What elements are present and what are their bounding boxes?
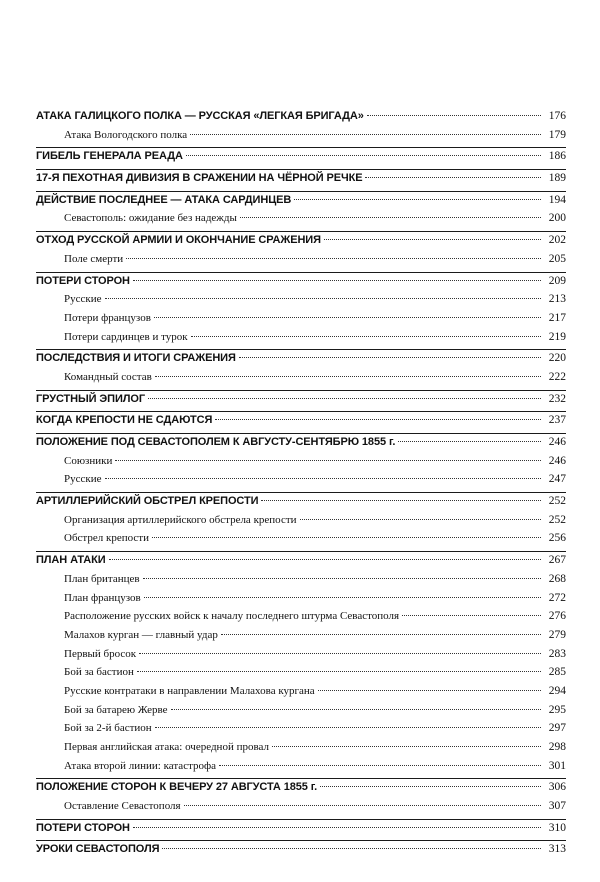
page-number: 176 bbox=[548, 110, 566, 122]
dot-leader bbox=[155, 727, 541, 728]
toc-subentry-title: Оставление Севастополя bbox=[64, 800, 181, 813]
page-number: 186 bbox=[548, 150, 566, 163]
toc-heading bbox=[36, 108, 566, 129]
toc-heading-title: ПОТЕРИ СТОРОН bbox=[36, 274, 130, 287]
toc-heading-title: АРТИЛЛЕРИЙСКИЙ ОБСТРЕЛ КРЕПОСТИ bbox=[36, 495, 259, 508]
page-number: 313 bbox=[548, 843, 566, 856]
dot-leader bbox=[152, 537, 541, 538]
toc-subentry bbox=[36, 371, 566, 390]
dot-leader bbox=[115, 460, 541, 461]
dot-leader bbox=[162, 848, 541, 849]
toc-subentry bbox=[36, 592, 566, 611]
page-number: 246 bbox=[548, 454, 566, 467]
toc-heading-title: ГИБЕЛЬ ГЕНЕРАЛА РЕАДА bbox=[36, 150, 183, 163]
page-number: 222 bbox=[548, 370, 566, 383]
toc-heading-title: ПОЛОЖЕНИЕ ПОД СЕВАСТОПОЛЕМ К АВГУСТУ-СЕНТЯБРЮ 1855 г. bbox=[36, 436, 396, 448]
toc-subentry bbox=[36, 331, 566, 350]
page-number: 256 bbox=[548, 532, 566, 545]
dot-leader bbox=[402, 615, 541, 616]
toc-heading bbox=[36, 232, 566, 253]
toc-subentry bbox=[36, 760, 566, 779]
toc-section bbox=[36, 148, 566, 170]
page-number: 310 bbox=[548, 821, 566, 834]
page-number: 267 bbox=[548, 554, 566, 567]
dot-leader bbox=[191, 336, 541, 337]
dot-leader bbox=[105, 298, 542, 299]
toc-subentry bbox=[36, 800, 566, 819]
dot-leader bbox=[320, 786, 541, 787]
toc-heading-title: ПЛАН АТАКИ bbox=[36, 554, 106, 567]
dot-leader bbox=[139, 653, 541, 654]
toc-subentry-title: Первая английская атака: очередной провал bbox=[64, 741, 269, 753]
toc-section bbox=[36, 192, 566, 232]
toc-section bbox=[36, 391, 566, 413]
dot-leader bbox=[137, 671, 541, 672]
toc-heading-title: 17-Я ПЕХОТНАЯ ДИВИЗИЯ В СРАЖЕНИИ НА ЧЁРНОЙ РЕЧКЕ bbox=[36, 172, 363, 185]
toc-subentry bbox=[36, 722, 566, 741]
toc-subentry-title: Союзники bbox=[64, 454, 113, 467]
toc-heading bbox=[36, 170, 566, 191]
toc-heading bbox=[36, 412, 566, 433]
toc-subentry-title: Первый бросок bbox=[64, 647, 137, 660]
toc-heading-title: ПОТЕРИ СТОРОН bbox=[36, 821, 130, 834]
toc-heading-title: АТАКА ГАЛИЦКОГО ПОЛКА — РУССКАЯ «ЛЕГКАЯ БРИГАДА» bbox=[36, 110, 364, 122]
dot-leader bbox=[318, 690, 541, 691]
toc-heading-title: ДЕЙСТВИЕ ПОСЛЕДНЕЕ — АТАКА САРДИНЦЕВ bbox=[36, 193, 292, 206]
toc-subentry bbox=[36, 532, 566, 551]
dot-leader bbox=[144, 597, 541, 598]
toc-subentry bbox=[36, 648, 566, 667]
page-number: 272 bbox=[548, 591, 566, 604]
toc-subentry-title: План французов bbox=[64, 591, 141, 604]
toc-section bbox=[36, 434, 566, 493]
toc-subentry-title: План британцев bbox=[64, 572, 140, 585]
toc-subentry-title: Русские контратаки в направлении Малахова кургана bbox=[64, 684, 315, 697]
toc-subentry bbox=[36, 253, 566, 272]
dot-leader bbox=[184, 805, 541, 806]
dot-leader bbox=[143, 578, 541, 579]
toc-subentry-title: Организация артиллерийского обстрела крепости bbox=[64, 513, 297, 526]
toc-subentry bbox=[36, 129, 566, 148]
dot-leader bbox=[126, 258, 541, 259]
page-number: 189 bbox=[548, 172, 566, 185]
dot-leader bbox=[221, 634, 541, 635]
toc-subentry-title: Русские bbox=[64, 473, 102, 486]
page-number: 298 bbox=[548, 741, 566, 753]
toc-subentry bbox=[36, 610, 566, 629]
toc-section bbox=[36, 552, 566, 779]
page-number: 295 bbox=[548, 703, 566, 716]
dot-leader bbox=[133, 827, 541, 828]
toc-heading bbox=[36, 192, 566, 213]
page-number: 202 bbox=[548, 234, 566, 247]
toc-subentry-title: Русские bbox=[64, 293, 102, 306]
toc-subentry bbox=[36, 704, 566, 723]
dot-leader bbox=[240, 217, 541, 218]
page-number: 179 bbox=[548, 128, 566, 141]
toc-subentry bbox=[36, 293, 566, 312]
toc-heading bbox=[36, 493, 566, 514]
dot-leader bbox=[300, 519, 541, 520]
dot-leader bbox=[294, 199, 541, 200]
page-number: 307 bbox=[548, 800, 566, 813]
dot-leader bbox=[215, 419, 541, 420]
toc-subentry-title: Обстрел крепости bbox=[64, 532, 149, 545]
toc-subentry-title: Атака второй линии: катастрофа bbox=[64, 759, 217, 772]
toc-subentry-title: Бой за батарею Жерве bbox=[64, 703, 168, 716]
dot-leader bbox=[171, 709, 542, 710]
toc-subentry-title: Бой за бастион bbox=[64, 666, 134, 679]
toc-heading-title: КОГДА КРЕПОСТИ НЕ СДАЮТСЯ bbox=[36, 414, 213, 427]
page-number: 252 bbox=[548, 513, 566, 526]
dot-leader bbox=[367, 115, 541, 116]
toc-section bbox=[36, 232, 566, 272]
dot-leader bbox=[109, 559, 541, 560]
table-of-contents bbox=[36, 108, 566, 862]
page-number: 276 bbox=[548, 610, 566, 623]
dot-leader bbox=[190, 134, 541, 135]
toc-subentry bbox=[36, 573, 566, 592]
toc-heading bbox=[36, 841, 566, 862]
toc-heading-title: ОТХОД РУССКОЙ АРМИИ И ОКОНЧАНИЕ СРАЖЕНИЯ bbox=[36, 234, 321, 247]
dot-leader bbox=[324, 239, 541, 240]
toc-subentry bbox=[36, 666, 566, 685]
page-number: 246 bbox=[548, 436, 566, 448]
toc-section bbox=[36, 779, 566, 819]
toc-heading bbox=[36, 273, 566, 294]
page-number: 268 bbox=[548, 572, 566, 585]
toc-section bbox=[36, 841, 566, 862]
toc-subentry bbox=[36, 455, 566, 474]
dot-leader bbox=[133, 280, 541, 281]
toc-subentry-title: Потери французов bbox=[64, 311, 151, 324]
toc-section bbox=[36, 412, 566, 434]
toc-heading-title: ГРУСТНЫЙ ЭПИЛОГ bbox=[36, 392, 145, 405]
page-number: 205 bbox=[548, 252, 566, 265]
toc-heading bbox=[36, 391, 566, 412]
page-number: 200 bbox=[548, 212, 566, 225]
page-number: 285 bbox=[548, 666, 566, 679]
dot-leader bbox=[154, 317, 541, 318]
toc-subentry bbox=[36, 514, 566, 533]
page-number: 247 bbox=[548, 473, 566, 486]
page-number: 232 bbox=[548, 392, 566, 405]
dot-leader bbox=[272, 746, 541, 747]
toc-heading-title: УРОКИ СЕВАСТОПОЛЯ bbox=[36, 843, 160, 856]
page-number: 294 bbox=[548, 684, 566, 697]
toc-heading-title: ПОЛОЖЕНИЕ СТОРОН К ВЕЧЕРУ 27 АВГУСТА 1855 г. bbox=[36, 781, 318, 794]
page-number: 306 bbox=[548, 781, 566, 794]
toc-subentry-title: Атака Вологодского полка bbox=[64, 128, 188, 141]
page-number: 217 bbox=[548, 311, 566, 324]
toc-section bbox=[36, 493, 566, 552]
toc-subentry bbox=[36, 212, 566, 231]
toc-heading bbox=[36, 552, 566, 573]
page-number: 297 bbox=[548, 722, 566, 735]
page-number: 220 bbox=[548, 352, 566, 365]
page-number: 283 bbox=[548, 647, 566, 660]
page-number: 279 bbox=[548, 628, 566, 641]
toc-subentry-title: Бой за 2-й бастион bbox=[64, 722, 152, 735]
toc-subentry bbox=[36, 629, 566, 648]
dot-leader bbox=[155, 376, 541, 377]
page-number: 194 bbox=[548, 193, 566, 206]
toc-subentry-title: Потери сардинцев и турок bbox=[64, 330, 188, 343]
dot-leader bbox=[186, 155, 541, 156]
toc-section bbox=[36, 170, 566, 192]
toc-subentry bbox=[36, 312, 566, 331]
page-number: 213 bbox=[548, 293, 566, 306]
dot-leader bbox=[239, 357, 541, 358]
page-number: 209 bbox=[548, 274, 566, 287]
page-number: 301 bbox=[548, 759, 566, 772]
dot-leader bbox=[105, 478, 542, 479]
page-number: 219 bbox=[548, 330, 566, 343]
page-number: 237 bbox=[548, 414, 566, 427]
toc-subentry-title: Командный состав bbox=[64, 370, 152, 383]
toc-subentry-title: Поле смерти bbox=[64, 252, 124, 265]
toc-heading bbox=[36, 350, 566, 371]
page-number: 252 bbox=[548, 495, 566, 508]
toc-section bbox=[36, 350, 566, 390]
toc-heading-title: ПОСЛЕДСТВИЯ И ИТОГИ СРАЖЕНИЯ bbox=[36, 352, 236, 365]
toc-section bbox=[36, 820, 566, 842]
toc-section bbox=[36, 273, 566, 351]
toc-heading bbox=[36, 434, 566, 455]
toc-subentry bbox=[36, 473, 566, 492]
toc-heading bbox=[36, 148, 566, 169]
toc-subentry bbox=[36, 685, 566, 704]
dot-leader bbox=[261, 500, 541, 501]
toc-subentry-title: Малахов курган — главный удар bbox=[64, 628, 218, 641]
toc-subentry bbox=[36, 741, 566, 760]
dot-leader bbox=[398, 441, 541, 442]
toc-heading bbox=[36, 779, 566, 800]
toc-heading bbox=[36, 820, 566, 841]
dot-leader bbox=[365, 177, 541, 178]
toc-subentry-title: Расположение русских войск к началу последнего штурма Севастополя bbox=[64, 610, 400, 623]
dot-leader bbox=[219, 765, 541, 766]
dot-leader bbox=[148, 398, 541, 399]
toc-subentry-title: Севастополь: ожидание без надежды bbox=[64, 212, 237, 225]
toc-section bbox=[36, 108, 566, 148]
